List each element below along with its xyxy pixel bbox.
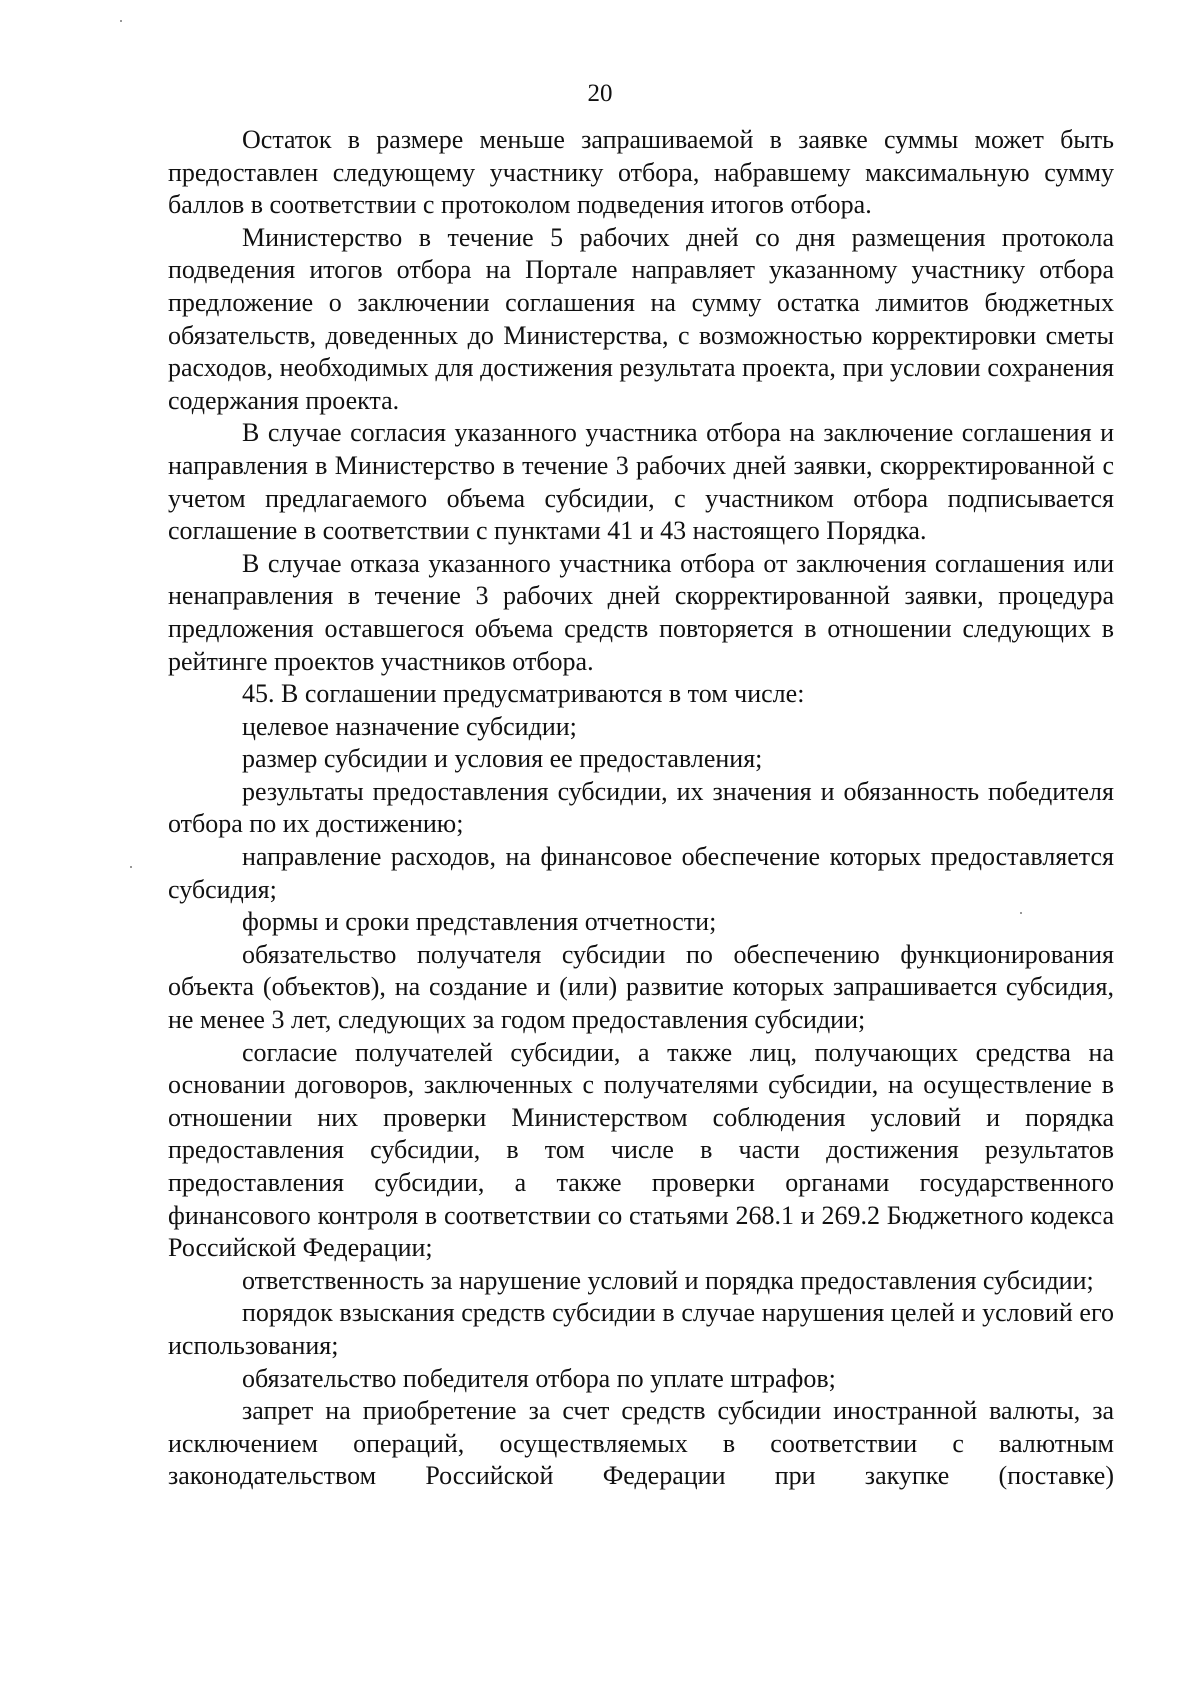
paragraph: Министерство в течение 5 рабочих дней со дня размещения протокола подведения итогов отбора на Портале направляет указанному участнику отбора предложение о заключении соглашения на сумму остатка лимитов бюджетных обязательств, доведенных до Министерства, с возможностью корректировки сметы расходов, необходимых для достижения результата проекта, при условии сохранения содержания проекта. <box>168 222 1114 415</box>
list-item: обязательство победителя отбора по уплате штрафов; <box>242 1363 836 1393</box>
list-item: согласие получателей субсидии, а также лиц, получающих средства на основании договоров, заключенных с получателями субсидии, на осуществление в отношении них проверки Министерством соблюдения условий и порядка предоставления субсидии, в том числе в части достижения результатов предоставления субсидии, а также проверки органами государственного финансового контроля в соответствии со статьями 268.1 и 269.2 Бюджетного кодекса Российской Федерации; <box>168 1037 1114 1263</box>
paragraph: Остаток в размере меньше запрашиваемой в заявке суммы может быть предоставлен следующему участнику отбора, набравшему максимальную сумму баллов в соответствии с протоколом подведения итогов отбора. <box>168 125 1114 220</box>
scan-speck <box>130 866 132 868</box>
list-item: порядок взыскания средств субсидии в случае нарушения целей и условий его использования; <box>168 1298 1114 1360</box>
paragraph: В случае согласия указанного участника отбора на заключение соглашения и направления в Министерство в течение 3 рабочих дней заявки, скорректированной с учетом предлагаемого объема субсидии, с участником отбора подписывается соглашение в соответствии с пунктами 41 и 43 настоящего Порядка. <box>168 418 1114 546</box>
scan-speck <box>120 20 122 22</box>
list-item: направление расходов, на финансовое обеспечение которых предоставляется субсидия; <box>168 842 1114 904</box>
paragraph: В случае отказа указанного участника отбора от заключения соглашения или ненаправления в течение 3 рабочих дней скорректированной заявки, процедура предложения оставшегося объема средств повторяется в отношении следующих в рейтинге проектов участников отбора. <box>168 548 1114 676</box>
list-item: обязательство получателя субсидии по обеспечению функционирования объекта (объектов), на создание и (или) развитие которых запрашивается субсидия, не менее 3 лет, следующих за годом предоставления субсидии; <box>168 939 1114 1035</box>
list-item: размер субсидии и условия ее предоставления; <box>242 744 763 774</box>
list-item: ответственность за нарушение условий и порядка предоставления субсидии; <box>242 1265 1094 1295</box>
document-body <box>168 124 1114 1493</box>
paragraph: 45. В соглашении предусматриваются в том числе: <box>242 679 805 709</box>
page-number: 20 <box>587 80 613 107</box>
list-item: формы и сроки представления отчетности; <box>242 907 717 937</box>
list-item: запрет на приобретение за счет средств субсидии иностранной валюты, за исключением операций, осуществляемых в соответствии с валютным законодательством Российской Федерации при закупке (поставке) <box>168 1396 1114 1491</box>
list-item: результаты предоставления субсидии, их значения и обязанность победителя отбора по их достижению; <box>168 776 1114 839</box>
list-item: целевое назначение субсидии; <box>242 711 577 741</box>
